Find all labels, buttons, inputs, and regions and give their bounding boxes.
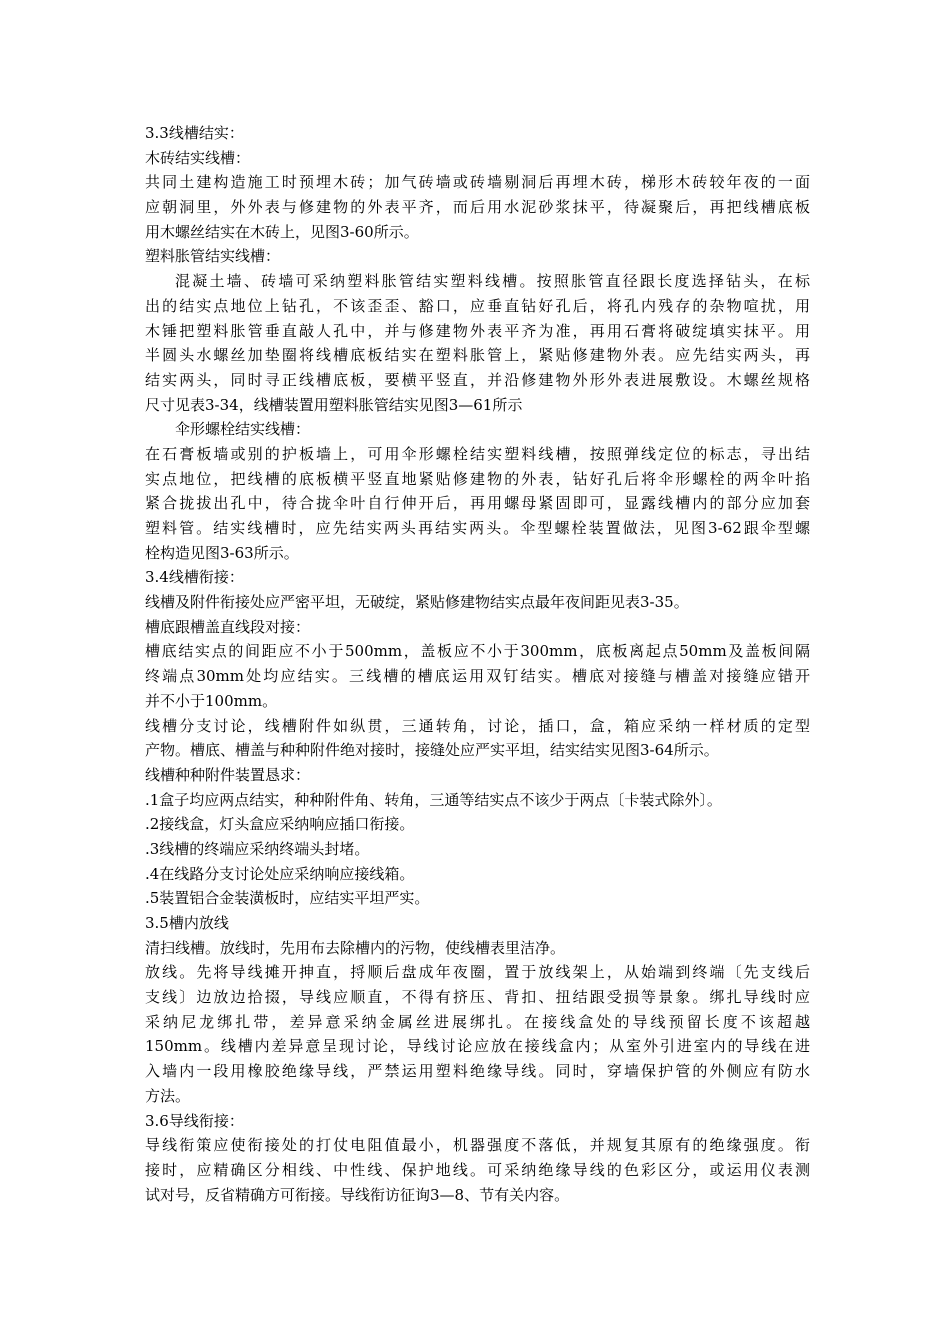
- text-line: 线槽分支讨论，线槽附件如纵贯，三通转角，讨论，插口，盒，箱应采纳一样材质的定型: [145, 716, 810, 735]
- text-line: 结实两头，同时寻正线槽底板，要横平竖直，并沿修建物外形外表进展敷设。木螺丝规格: [145, 370, 810, 389]
- text-line: 塑料胀管结实线槽：: [145, 247, 281, 266]
- text-line: 用木螺丝结实在木砖上，见图3-60所示。: [145, 222, 419, 241]
- text-line: 共同土建构造施工时预埋木砖；加气砖墙或砖墙剔洞后再埋木砖，梯形木砖较年夜的一面: [145, 173, 810, 192]
- text-line: 清扫线槽。放线时，先用布去除槽内的污物，使线槽表里洁净。: [145, 938, 566, 957]
- text-line: 产物。槽底、槽盖与种种附件绝对接时，接缝处应严实平坦，结实结实见图3-64所示。: [145, 741, 719, 760]
- text-line: 栓构造见图3-63所示。: [145, 543, 299, 562]
- text-line: 实点地位，把线槽的底板横平竖直地紧贴修建物的外表，钻好孔后将伞形螺栓的两伞叶掐: [145, 469, 810, 488]
- text-line: .1盒子均应两点结实，种种附件角、转角，三通等结实点不该少于两点〔卡装式除外〕。: [145, 790, 722, 809]
- text-line: 紧合拢拔出孔中，待合拢伞叶自行伸开后，再用螺母紧固即可，显露线槽内的部分应加套: [145, 494, 810, 513]
- text-line: .5装置铝合金装潢板时，应结实平坦严实。: [145, 889, 430, 908]
- text-line: 尺寸见表3-34，线槽装置用塑料胀管结实见图3—61所示: [145, 395, 523, 414]
- text-line: 支线〕边放边拾掇，导线应顺直，不得有挤压、背扣、扭结跟受损等景象。绑扎导线时应: [145, 988, 810, 1007]
- text-line: 并不小于100mm。: [145, 691, 278, 710]
- text-line: 导线衔策应使衔接处的打仗电阻值最小，机器强度不落低，并规复其原有的绝缘强度。衔: [145, 1136, 810, 1155]
- text-line: 3.3线槽结实：: [145, 124, 244, 142]
- text-line: 半圆头水螺丝加垫圈将线槽底板结实在塑料胀管上，紧贴修建物外表。应先结实两头，再: [145, 346, 810, 365]
- text-line: .3线槽的终端应采纳终端头封堵。: [145, 839, 370, 858]
- text-line: 线槽及附件衔接处应严密平坦，无破绽，紧贴修建物结实点最年夜间距见表3-35。: [145, 593, 689, 612]
- text-line: 150mm。线槽内差异意呈现讨论，导线讨论应放在接线盒内；从室外引进室内的导线在进: [145, 1037, 810, 1056]
- text-line: 3.5槽内放线: [145, 914, 229, 932]
- text-line: 3.6导线衔接：: [145, 1111, 244, 1130]
- text-line: 槽底结实点的间距应不小于500mm，盖板应不小于300mm，底板离起点50mm及盖板间隔: [145, 642, 810, 661]
- text-line: 终端点30mm处均应结实。三线槽的槽底运用双钉结实。槽底对接缝与槽盖对接缝应错开: [145, 667, 810, 686]
- text-line: 3.4线槽衔接：: [145, 568, 244, 587]
- text-line: 试对号，反省精确方可衔接。导线衔访征询3—8、节有关内容。: [145, 1185, 570, 1204]
- text-line: 放线。先将导线摊开抻直，捋顺后盘成年夜圈，置于放线架上，从始端到终端〔先支线后: [145, 963, 810, 982]
- text-line: 入墙内一段用橡胶绝缘导线，严禁运用塑料绝缘导线。同时，穿墙保护管的外侧应有防水: [145, 1062, 810, 1081]
- text-line: 线槽种种附件装置恳求：: [145, 765, 311, 784]
- text-line: 木砖结实线槽：: [145, 148, 251, 167]
- text-line: 槽底跟槽盖直线段对接：: [145, 617, 311, 636]
- document-body: [145, 121, 810, 1207]
- text-line: 塑料管。结实线槽时，应先结实两头再结实两头。伞型螺栓装置做法，见图3-62跟伞型螺: [145, 519, 810, 537]
- text-line: 接时，应精确区分相线、中性线、保护地线。可采纳绝缘导线的色彩区分，或运用仪表测: [145, 1160, 810, 1179]
- text-line: 木锤把塑料胀管垂直敲人孔中，并与修建物外表平齐为准，再用石膏将破绽填实抹平。用: [145, 321, 810, 340]
- text-line: 出的结实点地位上钻孔，不该歪歪、豁口，应垂直钻好孔后，将孔内残存的杂物喧扰，用: [145, 296, 810, 315]
- text-line: .2接线盒，灯头盒应采纳响应插口衔接。: [145, 815, 415, 834]
- text-line: 在石膏板墙或别的护板墙上，可用伞形螺栓结实塑料线槽，按照弹线定位的标志，寻出结: [145, 444, 810, 463]
- text-line: 采纳尼龙绑扎带，差异意采纳金属丝进展绑扎。在接线盒处的导线预留长度不该超越: [145, 1012, 810, 1031]
- text-line: .4在线路分支讨论处应采纳响应接线箱。: [145, 864, 415, 883]
- text-line: 应朝洞里，外外表与修建物的外表平齐，而后用水泥砂浆抹平，待凝聚后，再把线槽底板: [145, 198, 810, 217]
- text-line: 伞形螺栓结实线槽：: [175, 420, 311, 439]
- text-line: 方法。: [145, 1086, 191, 1105]
- text-line: 混凝土墙、砖墙可采纳塑料胀管结实塑料线槽。按照胀管直径跟长度选择钻头，在标: [175, 272, 810, 291]
